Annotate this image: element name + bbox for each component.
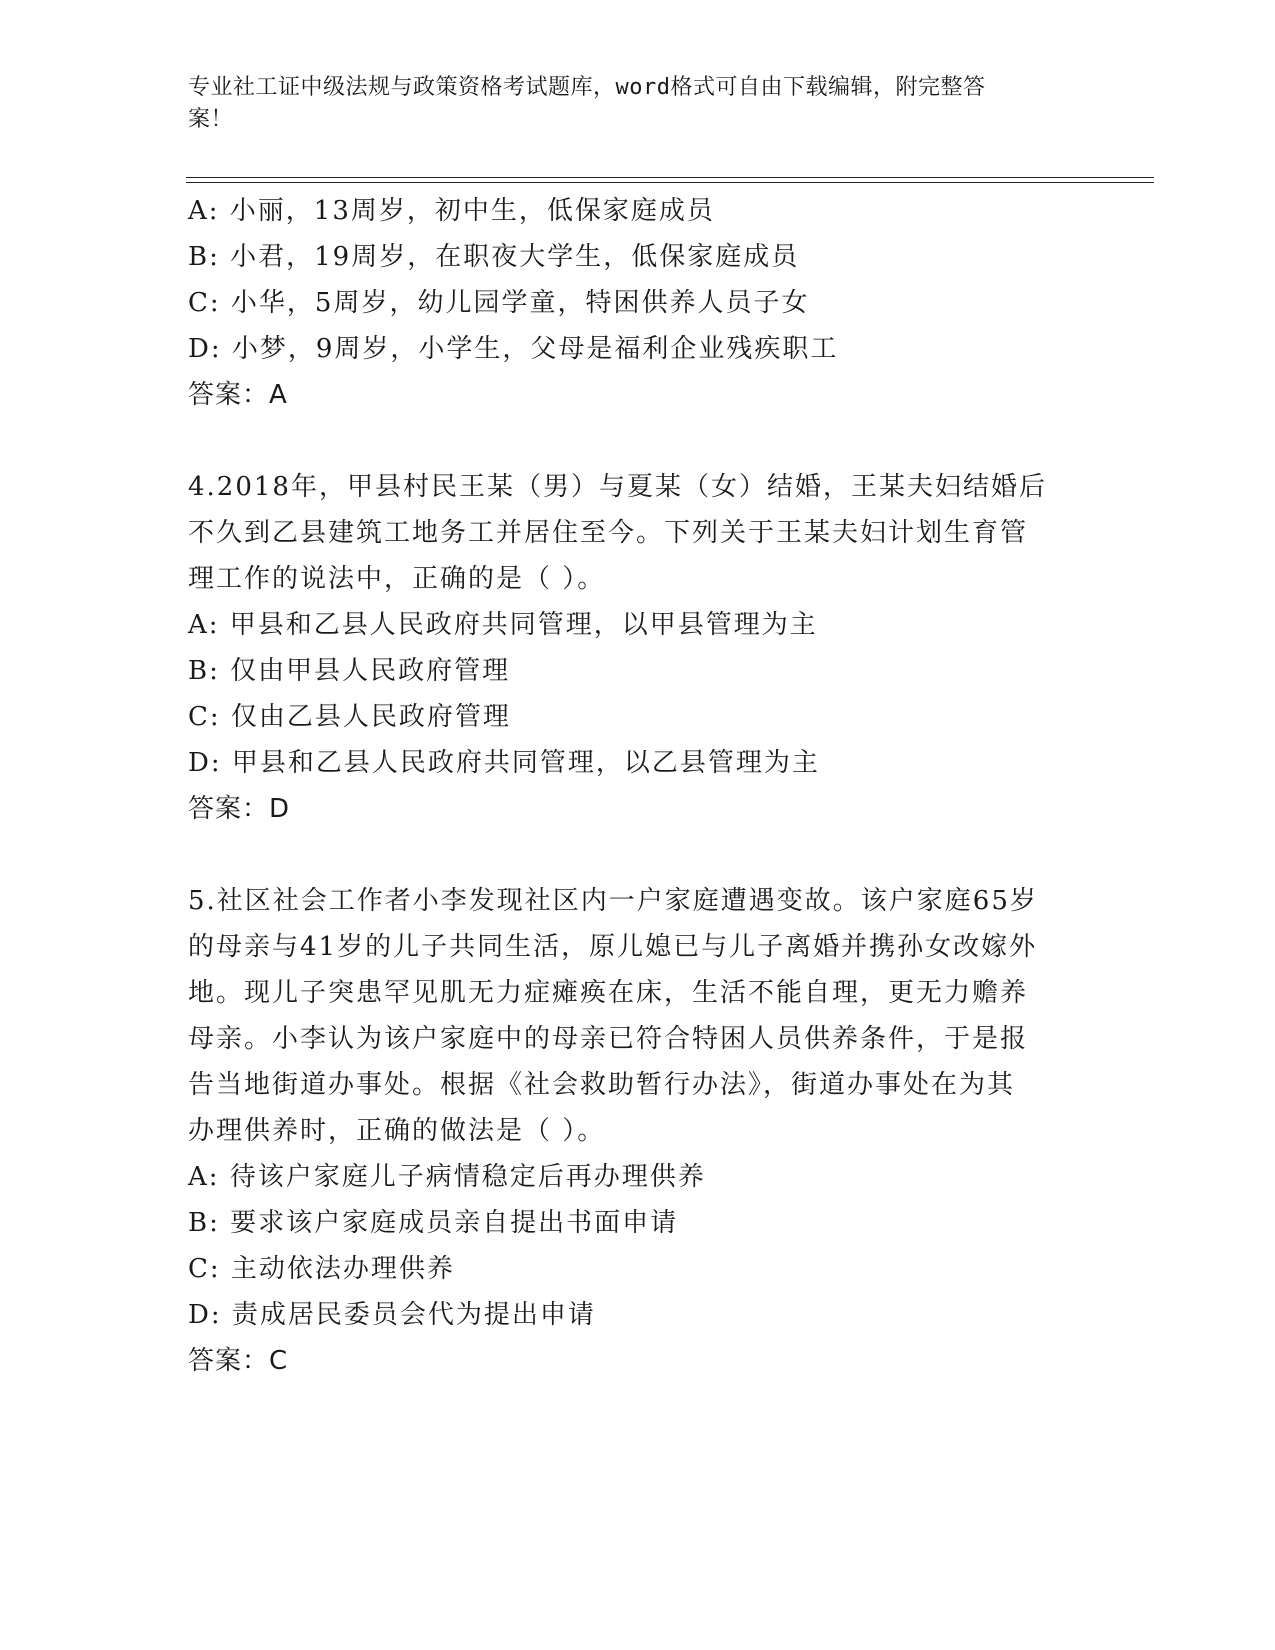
- document-body: [188, 188, 1088, 1384]
- option-a: A: 小丽，13周岁，初中生，低保家庭成员: [188, 196, 715, 226]
- question-stem-line: 母亲。小李认为该户家庭中的母亲已符合特困人员供养条件，于是报: [188, 1024, 1029, 1054]
- option-b: B: 要求该户家庭成员亲自提出书面申请: [188, 1208, 679, 1238]
- option-d: D: 甲县和乙县人民政府共同管理，以乙县管理为主: [188, 748, 820, 778]
- question-stem-line: 地。现儿子突患罕见肌无力症瘫痪在床，生活不能自理，更无力赡养: [188, 978, 1029, 1008]
- question-stem-line: 的母亲与41岁的儿子共同生活，原儿媳已与儿子离婚并携孙女改嫁外: [188, 932, 1038, 962]
- header-rule-top: [186, 177, 1154, 178]
- question-5: [188, 878, 1088, 1384]
- question-stem-line: 4.2018年，甲县村民王某（男）与夏某（女）结婚，王某夫妇结婚后: [188, 472, 1047, 502]
- option-a: A: 甲县和乙县人民政府共同管理，以甲县管理为主: [188, 610, 818, 640]
- option-b: B: 小君，19周岁，在职夜大学生，低保家庭成员: [188, 242, 800, 272]
- spacer: [188, 418, 1088, 464]
- question-3: [188, 188, 1088, 418]
- question-stem-line: 办理供养时，正确的做法是（ ）。: [188, 1116, 606, 1146]
- header-line-1: 专业社工证中级法规与政策资格考试题库，word格式可自由下载编辑，附完整答: [188, 75, 986, 100]
- header-rule-bottom: [186, 182, 1154, 183]
- option-c: C: 小华，5周岁，幼儿园学童，特困供养人员子女: [188, 288, 810, 318]
- answer: 答案：A: [188, 380, 288, 410]
- question-stem-line: 5.社区社会工作者小李发现社区内一户家庭遭遇变故。该户家庭65岁: [188, 886, 1038, 916]
- question-4: [188, 464, 1088, 832]
- option-a: A: 待该户家庭儿子病情稳定后再办理供养: [188, 1162, 706, 1192]
- question-stem-line: 理工作的说法中，正确的是（ ）。: [188, 564, 606, 594]
- option-d: D: 责成居民委员会代为提出申请: [188, 1300, 596, 1330]
- question-stem-line: 不久到乙县建筑工地务工并居住至今。下列关于王某夫妇计划生育管: [188, 518, 1029, 548]
- option-d: D: 小梦，9周岁，小学生，父母是福利企业残疾职工: [188, 334, 839, 364]
- option-c: C: 主动依法办理供养: [188, 1254, 455, 1284]
- answer: 答案：D: [188, 794, 291, 824]
- document-header: [188, 72, 1068, 136]
- spacer: [188, 832, 1088, 878]
- option-b: B: 仅由甲县人民政府管理: [188, 656, 511, 686]
- option-c: C: 仅由乙县人民政府管理: [188, 702, 511, 732]
- question-stem-line: 告当地街道办事处。根据《社会救助暂行办法》，街道办事处在为其: [188, 1070, 1016, 1100]
- header-line-2: 案！: [188, 107, 234, 132]
- answer: 答案：C: [188, 1346, 289, 1376]
